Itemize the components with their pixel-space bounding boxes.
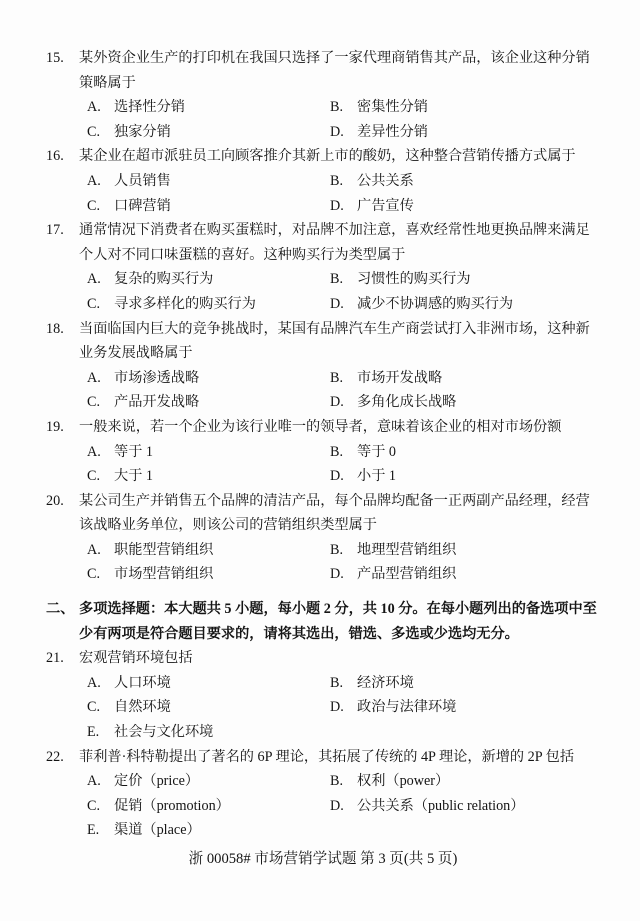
- option-label: B.: [330, 369, 344, 386]
- question-15: [46, 46, 600, 144]
- option-text: 社会与文化环境: [114, 724, 214, 741]
- question-stem: [46, 144, 600, 169]
- option-c: [87, 292, 330, 317]
- question-stem: [46, 745, 600, 770]
- option-b: [330, 538, 600, 563]
- option-text: 人口环境: [114, 674, 171, 691]
- option-label: A.: [87, 443, 101, 460]
- option-d: [330, 120, 600, 145]
- option-text: 寻求多样化的购买行为: [114, 295, 256, 312]
- option-e: [87, 720, 330, 745]
- option-label: C.: [87, 394, 101, 411]
- option-label: C.: [87, 566, 101, 583]
- option-text: 经济环境: [357, 674, 414, 691]
- option-text: 选择性分销: [114, 99, 185, 116]
- option-text: 减少不协调感的购买行为: [357, 295, 514, 312]
- option-label: C.: [87, 797, 101, 814]
- option-c: [87, 390, 330, 415]
- option-text: 独家分销: [114, 123, 171, 140]
- question-stem: [46, 46, 600, 95]
- option-label: E.: [87, 822, 100, 839]
- section-2-header: [46, 597, 600, 646]
- option-label: B.: [330, 541, 344, 558]
- option-label: A.: [87, 541, 101, 558]
- question-19: [46, 415, 600, 489]
- option-a: [87, 366, 330, 391]
- option-label: D.: [330, 468, 344, 485]
- section-title: 多项选择题：本大题共 5 小题，每小题 2 分，共 10 分。在每小题列出的备选项中至少有两项是符合题目要求的，请将其选出，错选、多选或少选均无分。: [79, 601, 597, 642]
- option-text: 市场开发战略: [357, 369, 443, 386]
- question-stem: [46, 317, 600, 366]
- option-label: C.: [87, 699, 101, 716]
- option-text: 多角化成长战略: [357, 394, 457, 411]
- option-c: [87, 194, 330, 219]
- option-text: 产品型营销组织: [357, 566, 457, 583]
- question-text: 宏观营销环境包括: [79, 650, 193, 667]
- option-text: 权利（power）: [357, 773, 450, 790]
- option-label: D.: [330, 797, 344, 814]
- option-label: A.: [87, 271, 101, 288]
- options: [87, 538, 600, 587]
- options: [87, 267, 600, 316]
- option-b: [330, 366, 600, 391]
- option-text: 公共关系: [357, 172, 414, 189]
- options: [87, 671, 600, 745]
- options: [87, 440, 600, 489]
- option-label: B.: [330, 172, 344, 189]
- question-18: [46, 317, 600, 415]
- option-a: [87, 95, 330, 120]
- option-text: 密集性分销: [357, 99, 428, 116]
- options: [87, 169, 600, 218]
- page-footer: 浙 00058# 市场营销学试题 第 3 页(共 5 页): [188, 851, 458, 867]
- question-text: 通常情况下消费者在购买蛋糕时，对品牌不加注意，喜欢经常性地更换品牌来满足个人对不同口味蛋糕的喜好。这种购买行为类型属于: [79, 222, 590, 263]
- option-label: C.: [87, 197, 101, 214]
- option-c: [87, 120, 330, 145]
- options: [87, 769, 600, 843]
- option-b: [330, 440, 600, 465]
- question-text: 某外资企业生产的打印机在我国只选择了一家代理商销售其产品，该企业这种分销策略属于: [79, 50, 590, 91]
- option-text: 政治与法律环境: [357, 699, 457, 716]
- option-label: B.: [330, 271, 344, 288]
- question-number: 19.: [46, 418, 64, 435]
- option-text: 等于 0: [357, 443, 397, 460]
- option-label: C.: [87, 123, 101, 140]
- option-a: [87, 769, 330, 794]
- option-c: [87, 464, 330, 489]
- option-b: [330, 769, 600, 794]
- option-text: 职能型营销组织: [114, 541, 214, 558]
- question-text: 菲利普·科特勒提出了著名的 6P 理论，其拓展了传统的 4P 理论，新增的 2P 包括: [79, 748, 575, 765]
- question-stem: [46, 218, 600, 267]
- question-text: 某企业在超市派驻员工向顾客推介其新上市的酸奶，这种整合营销传播方式属于: [79, 148, 576, 165]
- option-label: D.: [330, 295, 344, 312]
- option-text: 广告宣传: [357, 197, 414, 214]
- question-number: 20.: [46, 492, 64, 509]
- option-d: [330, 390, 600, 415]
- question-17: [46, 218, 600, 316]
- option-c: [87, 794, 330, 819]
- option-label: C.: [87, 468, 101, 485]
- option-d: [330, 464, 600, 489]
- option-label: A.: [87, 773, 101, 790]
- option-label: D.: [330, 394, 344, 411]
- option-a: [87, 267, 330, 292]
- option-label: B.: [330, 674, 344, 691]
- option-text: 地理型营销组织: [357, 541, 457, 558]
- option-c: [87, 695, 330, 720]
- question-stem: [46, 646, 600, 671]
- option-text: 公共关系（public relation）: [357, 797, 525, 814]
- option-text: 促销（promotion）: [114, 797, 230, 814]
- question-20: [46, 489, 600, 587]
- option-label: B.: [330, 773, 344, 790]
- section-number: 二、: [46, 601, 75, 618]
- option-d: [330, 562, 600, 587]
- option-label: D.: [330, 566, 344, 583]
- option-d: [330, 794, 600, 819]
- question-number: 15.: [46, 50, 64, 66]
- options: [87, 366, 600, 415]
- option-a: [87, 671, 330, 696]
- option-text: 差异性分销: [357, 123, 428, 140]
- option-a: [87, 538, 330, 563]
- option-text: 小于 1: [357, 468, 397, 485]
- question-16: [46, 144, 600, 218]
- option-text: 市场型营销组织: [114, 566, 214, 583]
- option-b: [330, 95, 600, 120]
- option-label: A.: [87, 172, 101, 189]
- option-label: B.: [330, 443, 344, 460]
- option-text: 自然环境: [114, 699, 171, 716]
- options: [87, 95, 600, 144]
- question-stem: [46, 489, 600, 538]
- question-21: [46, 646, 600, 744]
- option-text: 定价（price）: [114, 773, 200, 790]
- question-stem: [46, 415, 600, 440]
- question-number: 17.: [46, 222, 64, 239]
- question-number: 21.: [46, 650, 64, 667]
- option-text: 渠道（place）: [114, 822, 201, 839]
- option-label: A.: [87, 674, 101, 691]
- option-text: 口碑营销: [114, 197, 171, 214]
- option-text: 复杂的购买行为: [114, 271, 214, 288]
- option-label: D.: [330, 123, 344, 140]
- option-text: 市场渗透战略: [114, 369, 200, 386]
- option-text: 人员销售: [114, 172, 171, 189]
- option-text: 产品开发战略: [114, 394, 200, 411]
- question-text: 某公司生产并销售五个品牌的清洁产品，每个品牌均配备一正两副产品经理，经营该战略业务单位，则该公司的营销组织类型属于: [79, 492, 590, 534]
- option-text: 习惯性的购买行为: [357, 271, 471, 288]
- option-label: D.: [330, 699, 344, 716]
- option-label: A.: [87, 99, 101, 116]
- option-c: [87, 562, 330, 587]
- question-number: 18.: [46, 320, 64, 337]
- question-number: 16.: [46, 148, 64, 165]
- question-text: 当面临国内巨大的竞争挑战时，某国有品牌汽车生产商尝试打入非洲市场，这种新业务发展战略属于: [79, 320, 590, 362]
- option-b: [330, 169, 600, 194]
- option-a: [87, 440, 330, 465]
- option-label: A.: [87, 369, 101, 386]
- option-label: D.: [330, 197, 344, 214]
- option-label: B.: [330, 99, 344, 116]
- option-d: [330, 194, 600, 219]
- option-a: [87, 169, 330, 194]
- option-label: C.: [87, 295, 101, 312]
- question-text: 一般来说，若一个企业为该行业唯一的领导者，意味着该企业的相对市场份额: [79, 418, 562, 435]
- option-e: [87, 818, 330, 843]
- option-label: E.: [87, 724, 100, 741]
- option-text: 等于 1: [114, 443, 154, 460]
- question-22: [46, 745, 600, 843]
- option-text: 大于 1: [114, 468, 154, 485]
- option-d: [330, 292, 600, 317]
- option-b: [330, 671, 600, 696]
- option-b: [330, 267, 600, 292]
- question-number: 22.: [46, 748, 64, 765]
- option-d: [330, 695, 600, 720]
